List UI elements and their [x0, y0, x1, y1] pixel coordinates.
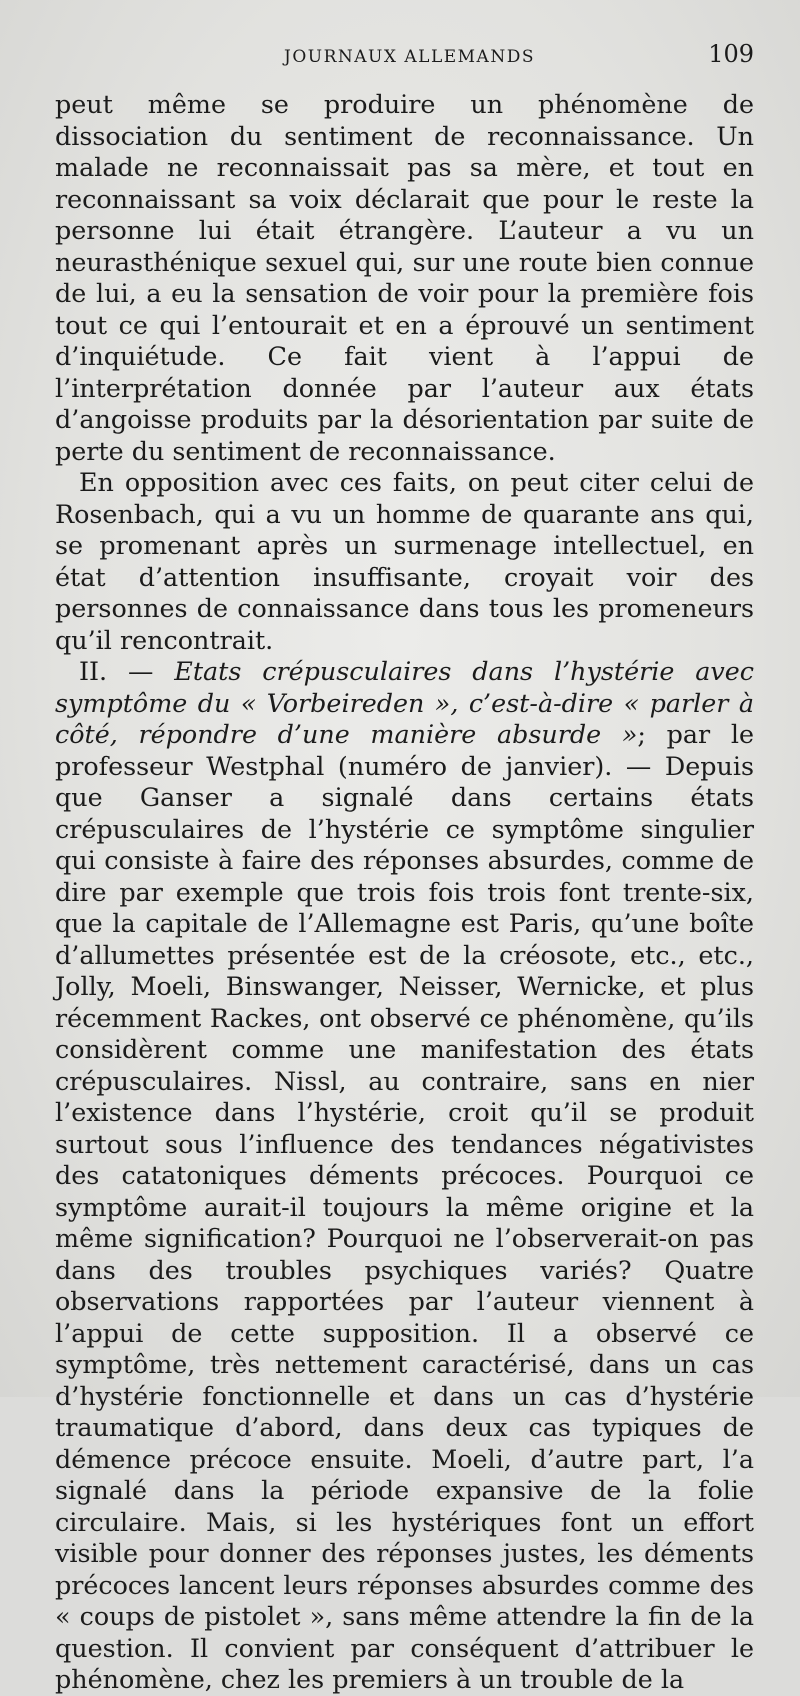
section-title: Etats crépusculaires dans l’hystérie avec symptôme du « Vorbeireden », c’est-à-dire « parler à côté, répondre d’une manière absurde » [55, 656, 754, 749]
section-number: II. [79, 656, 108, 686]
page-number: 109 [708, 40, 754, 68]
paragraph-continuation: peut même se produire un phénomène de dissociation du sentiment de reconnaissance. Un malade ne reconnaissait pas sa mère, et tout en reconnaissant sa voix déclarait que pour le reste la personne lui était étrangère. L’auteur a vu un neurasthénique sexuel qui, sur une route bien connue de lui, a eu la sensation de voir pour la première fois tout ce qui l’entourait et en a éprouvé un sentiment d’inquiétude. Ce fait vient à l’appui de l’interprétation donnée par l’auteur aux états d’angoisse produits par la désorientation par suite de perte du sentiment de reconnaissance. [55, 89, 754, 466]
running-head: JOURNAUX ALLEMANDS [284, 47, 535, 67]
section-text: ; par le professeur Westphal (numéro de janvier). — Depuis que Ganser a signalé dans certains états crépusculaires de l’hystérie ce symptôme singulier qui consiste à faire des réponses absurdes, comme de dire par exemple que trois fois trois font trente-six, que la capitale de l’Allemagne est Paris, qu’une boîte d’allumettes présentée est de la créosote, etc., etc., Jolly, Moeli, Binswanger, Neisser, Wernicke, et plus récemment Rackes, ont observé ce phénomène, qu’ils considèrent comme une manifestation des états crépusculaires. Nissl, au contraire, sans en nier l’existence dans l’hystérie, croit qu’il se produit surtout sous l’influence des tendances négativistes des catatoniques déments précoces. Pourquoi ce symptôme aurait-il toujours la même origine et la même signification? Pourquoi ne l’observerait-on pas dans des troubles psychiques variés? Quatre observations rapportées par l’auteur viennent à l’appui de cette supposition. Il a observé ce symptôme, très nettement caractérisé, dans un cas d’hystérie fonctionnelle et dans un cas d’hystérie traumatique d’abord, dans deux cas typiques de démence précoce ensuite. Moeli, d’autre part, l’a signalé dans la période expansive de la folie circulaire. Mais, si les hystériques font un effort visible pour donner des réponses justes, les déments précoces lancent leurs réponses absurdes comme des « coups de pistolet », sans même attendre la fin de la question. Il convient par conséquent d’attribuer le phénomène, chez les premiers à un trouble de la [55, 719, 754, 1694]
page-header [55, 40, 754, 84]
paragraph-rosenbach: En opposition avec ces faits, on peut citer celui de Rosenbach, qui a vu un homme de quarante ans qui, se promenant après un surmenage intellectuel, en état d’attention insuffisante, croyait voir des personnes de connaissance dans tous les promeneurs qu’il rencontrait. [55, 467, 754, 655]
paragraph-section-ii [55, 656, 754, 1696]
page-body [55, 89, 754, 1696]
section-dash: — [128, 656, 154, 686]
